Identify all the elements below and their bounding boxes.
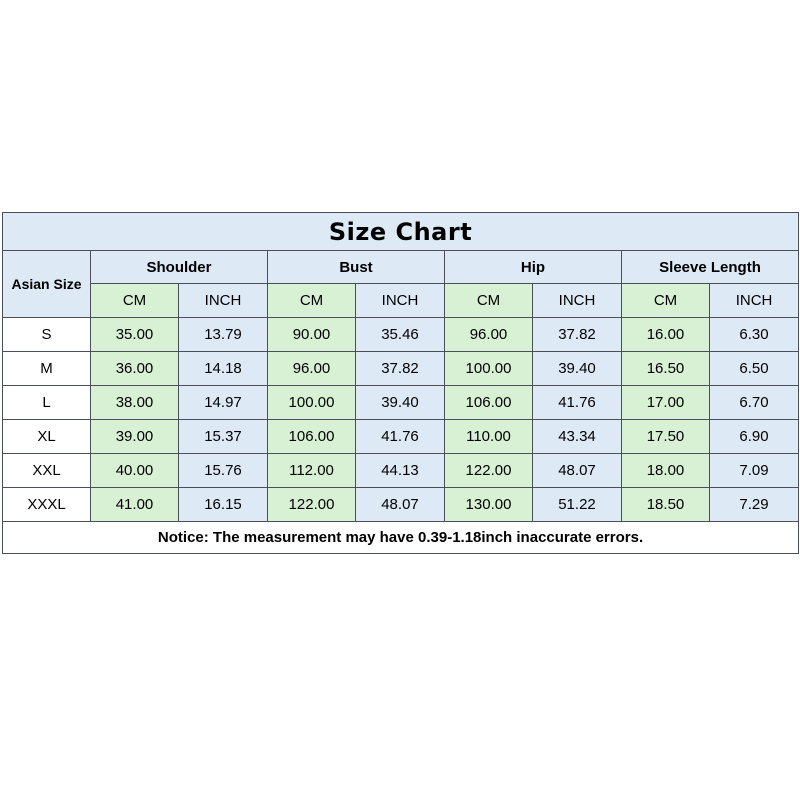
table-cell: 17.50 [622,420,710,454]
table-row [3,386,799,420]
table-cell: 43.34 [533,420,622,454]
table-cell: 112.00 [268,454,356,488]
table-cell: 16.50 [622,352,710,386]
table-cell: 17.00 [622,386,710,420]
table-cell: 100.00 [445,352,533,386]
table-cell: 122.00 [445,454,533,488]
unit-inch: INCH [533,284,622,318]
unit-cm: CM [268,284,356,318]
table-cell: 41.76 [533,386,622,420]
group-header-bust: Bust [268,251,445,284]
size-chart-container [2,212,798,554]
table-cell: 48.07 [356,488,445,522]
table-cell: 18.00 [622,454,710,488]
table-row [3,488,799,522]
unit-inch: INCH [356,284,445,318]
table-cell: 6.50 [710,352,799,386]
table-cell: 14.97 [179,386,268,420]
table-row [3,420,799,454]
table-cell: 96.00 [445,318,533,352]
table-cell: 6.30 [710,318,799,352]
table-cell: 18.50 [622,488,710,522]
size-label: M [3,352,91,386]
table-cell: 41.00 [91,488,179,522]
table-cell: 106.00 [268,420,356,454]
unit-inch: INCH [710,284,799,318]
table-cell: 37.82 [533,318,622,352]
table-cell: 39.00 [91,420,179,454]
size-label: XXL [3,454,91,488]
table-cell: 39.40 [356,386,445,420]
table-cell: 16.15 [179,488,268,522]
table-cell: 100.00 [268,386,356,420]
size-label: L [3,386,91,420]
table-cell: 35.00 [91,318,179,352]
table-cell: 48.07 [533,454,622,488]
table-cell: 96.00 [268,352,356,386]
size-label: XXXL [3,488,91,522]
table-row [3,352,799,386]
group-header-sleeve-length: Sleeve Length [622,251,799,284]
size-column-header: Asian Size [3,251,91,318]
table-cell: 44.13 [356,454,445,488]
unit-inch: INCH [179,284,268,318]
unit-cm: CM [622,284,710,318]
table-cell: 39.40 [533,352,622,386]
size-label: S [3,318,91,352]
table-cell: 7.29 [710,488,799,522]
table-cell: 106.00 [445,386,533,420]
table-cell: 6.70 [710,386,799,420]
table-cell: 38.00 [91,386,179,420]
table-cell: 15.37 [179,420,268,454]
unit-cm: CM [445,284,533,318]
group-header-shoulder: Shoulder [91,251,268,284]
table-cell: 16.00 [622,318,710,352]
table-cell: 14.18 [179,352,268,386]
table-cell: 15.76 [179,454,268,488]
table-cell: 7.09 [710,454,799,488]
size-chart-table [2,212,799,554]
table-cell: 36.00 [91,352,179,386]
notice-text: Notice: The measurement may have 0.39-1.18inch inaccurate errors. [3,522,799,554]
table-row [3,454,799,488]
size-label: XL [3,420,91,454]
table-cell: 110.00 [445,420,533,454]
table-cell: 35.46 [356,318,445,352]
table-cell: 37.82 [356,352,445,386]
unit-header-row [3,284,799,318]
table-row [3,318,799,352]
table-cell: 51.22 [533,488,622,522]
group-header-hip: Hip [445,251,622,284]
table-cell: 6.90 [710,420,799,454]
table-cell: 13.79 [179,318,268,352]
chart-title: Size Chart [3,213,799,251]
table-cell: 130.00 [445,488,533,522]
table-cell: 122.00 [268,488,356,522]
table-cell: 90.00 [268,318,356,352]
table-cell: 40.00 [91,454,179,488]
unit-cm: CM [91,284,179,318]
table-cell: 41.76 [356,420,445,454]
